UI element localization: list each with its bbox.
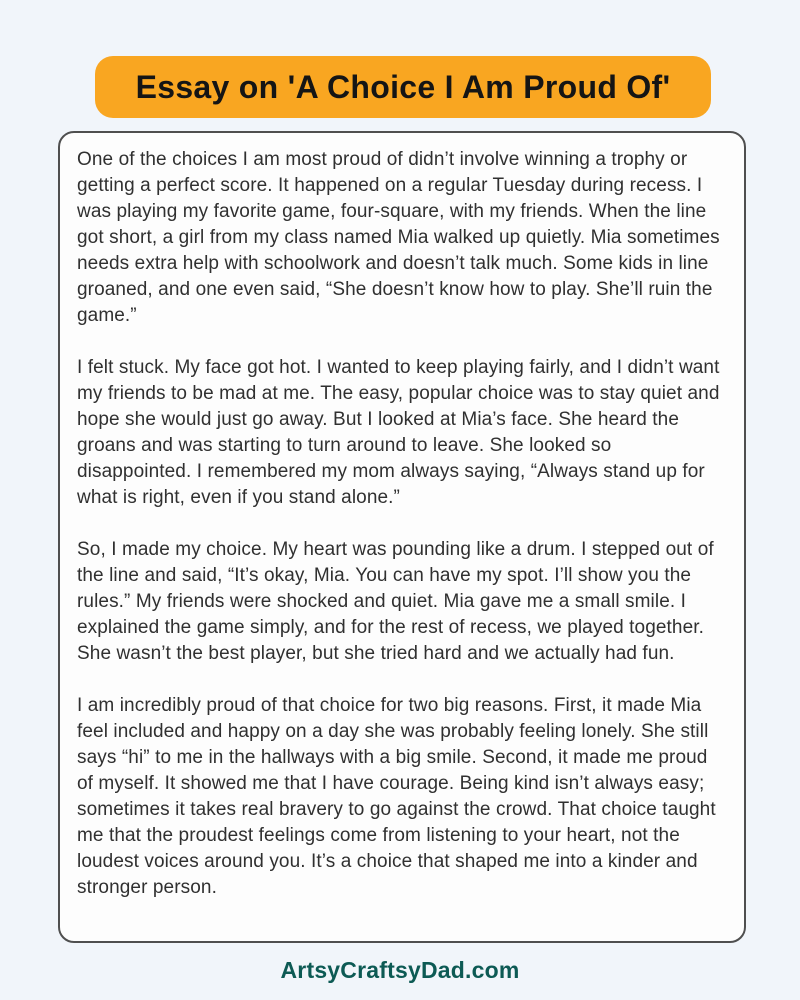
title-banner bbox=[95, 56, 711, 118]
page-title: Essay on 'A Choice I Am Proud Of' bbox=[135, 68, 671, 105]
essay-paragraph-2: I felt stuck. My face got hot. I wanted to keep playing fairly, and I didn’t want my friends to be mad at me. The easy, popular choice was to stay quiet and hope she would just go away. But I looked at Mia’s face. She heard the groans and was starting to turn around to leave. She looked so disappointed. I remembered my mom always saying, “Always stand up for what is right, even if you stand alone.” bbox=[77, 357, 720, 508]
essay-paragraph-4: I am incredibly proud of that choice for two big reasons. First, it made Mia feel included and happy on a day she was probably feeling lonely. She still says “hi” to me in the hallways with a big smile. Second, it made me proud of myself. It showed me that I have courage. Being kind isn’t always easy; sometimes it takes real bravery to go against the crowd. That choice taught me that the proudest feelings come from listening to your heart, not the loudest voices around you. It’s a choice that shaped me into a kinder and stronger person. bbox=[77, 695, 716, 898]
footer bbox=[0, 957, 800, 984]
essay-paragraph-3: So, I made my choice. My heart was pounding like a drum. I stepped out of the line and said, “It’s okay, Mia. You can have my spot. I’ll show you the rules.” My friends were shocked and quiet. Mia gave me a small smile. I explained the game simply, and for the rest of recess, we played together. She wasn’t the best player, but she tried hard and we actually had fun. bbox=[77, 539, 714, 664]
footer-site-link[interactable]: ArtsyCraftsyDad.com bbox=[280, 957, 520, 983]
essay-paragraph-1: One of the choices I am most proud of didn’t involve winning a trophy or getting a perfect score. It happened on a regular Tuesday during recess. I was playing my favorite game, four-square, with my friends. When the line got short, a girl from my class named Mia walked up quietly. Mia sometimes needs extra help with schoolwork and doesn’t talk much. Some kids in line groaned, and one even said, “She doesn’t know how to play. She’ll ruin the game.” bbox=[77, 149, 720, 326]
essay-card bbox=[58, 131, 746, 943]
